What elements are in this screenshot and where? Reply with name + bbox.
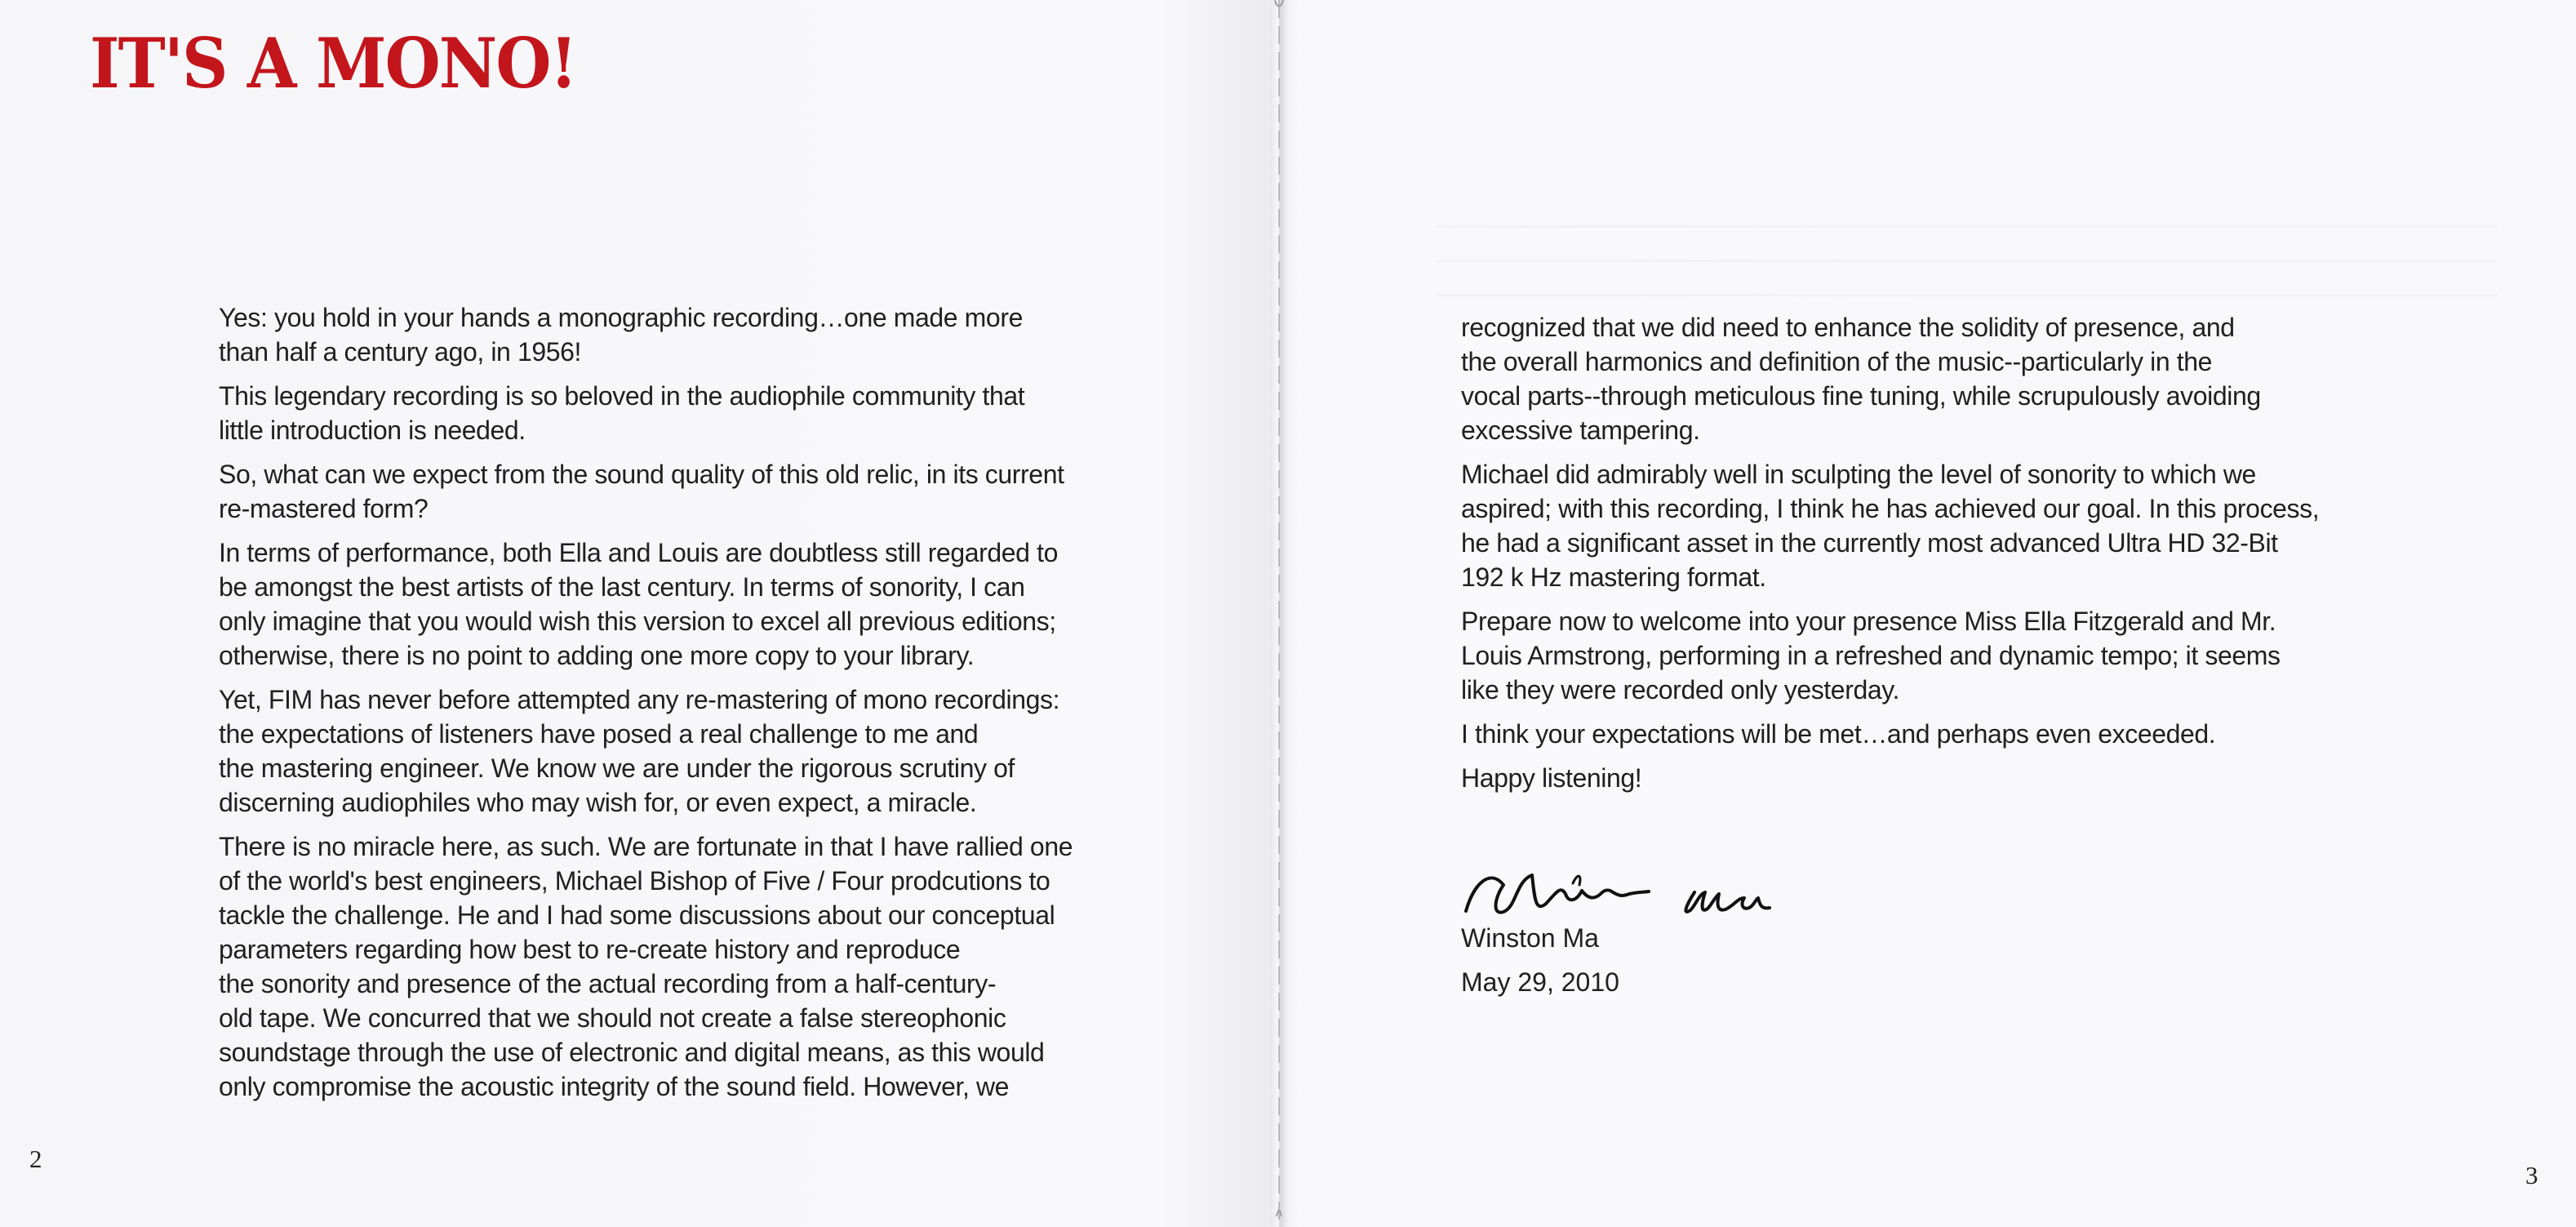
signature-date: May 29, 2010 <box>1461 967 1619 997</box>
text-line: only imagine that you would wish this version to excel all previous editions; <box>219 607 1056 636</box>
text-line: re-mastered form? <box>219 494 429 523</box>
text-line: So, what can we expect from the sound quality of this old relic, in its current <box>219 460 1064 489</box>
text-line: Yet, FIM has never before attempted any re-mastering of mono recordings: <box>219 685 1060 714</box>
right-page-text <box>1461 310 2400 805</box>
text-line: he had a significant asset in the currently most advanced Ultra HD 32-Bit <box>1461 528 2278 558</box>
text-line: There is no miracle here, as such. We are fortunate in that I have rallied one <box>219 832 1073 861</box>
left-paragraph-5 <box>219 682 1157 820</box>
text-line: This legendary recording is so beloved in the audiophile community that <box>219 381 1025 411</box>
text-line: 192 k Hz mastering format. <box>1461 562 1766 592</box>
left-page <box>0 0 1280 1227</box>
text-line: discerning audiophiles who may wish for, or even expect, a miracle. <box>219 788 977 817</box>
right-paragraph-1 <box>1461 310 2400 447</box>
text-line: Louis Armstrong, performing in a refreshed and dynamic tempo; it seems <box>1461 641 2281 670</box>
page-title: IT'S A MONO! <box>90 23 576 104</box>
right-paragraph-3 <box>1461 604 2400 707</box>
text-line: vocal parts--through meticulous fine tuning, while scrupulously avoiding <box>1461 381 2261 411</box>
page-number-left: 2 <box>29 1145 42 1173</box>
right-paragraph-4 <box>1461 717 2400 751</box>
text-line: be amongst the best artists of the last century. In terms of sonority, I can <box>219 572 1025 602</box>
text-line: of the world's best engineers, Michael Bishop of Five / Four prodcutions to <box>219 866 1050 896</box>
text-line: tackle the challenge. He and I had some discussions about our conceptual <box>219 900 1055 930</box>
text-line: old tape. We concurred that we should not create a false stereophonic <box>219 1003 1006 1033</box>
left-paragraph-2 <box>219 379 1157 447</box>
left-paragraph-6 <box>219 829 1157 1104</box>
text-line: Yes: you hold in your hands a monographic recording…one made more <box>219 303 1023 332</box>
text-line: the mastering engineer. We know we are under the rigorous scrutiny of <box>219 754 1015 783</box>
text-line: the sonority and presence of the actual recording from a half-century- <box>219 969 997 998</box>
text-line: I think your expectations will be met…and perhaps even exceeded. <box>1461 719 2216 749</box>
right-paragraph-2 <box>1461 457 2400 594</box>
text-line: Happy listening! <box>1461 763 1642 793</box>
left-paragraph-1 <box>219 300 1157 369</box>
text-line: excessive tampering. <box>1461 416 1700 445</box>
left-paragraph-3 <box>219 457 1157 526</box>
text-line: aspired; with this recording, I think he has achieved our goal. In this process, <box>1461 494 2320 523</box>
text-line: than half a century ago, in 1956! <box>219 337 582 367</box>
text-line: little introduction is needed. <box>219 416 526 445</box>
text-line: Prepare now to welcome into your presence Miss Ella Fitzgerald and Mr. <box>1461 607 2276 636</box>
text-line: otherwise, there is no point to adding one more copy to your library. <box>219 641 975 670</box>
signer-name: Winston Ma <box>1461 923 1599 953</box>
text-line: the expectations of listeners have posed a real challenge to me and <box>219 719 979 749</box>
right-paragraph-5 <box>1461 761 2400 795</box>
text-line: recognized that we did need to enhance the solidity of presence, and <box>1461 313 2235 342</box>
page-number-right: 3 <box>2525 1161 2538 1189</box>
text-line: only compromise the acoustic integrity of the sound field. However, we <box>219 1072 1010 1101</box>
text-line: parameters regarding how best to re-create history and reproduce <box>219 935 961 964</box>
left-page-text <box>219 300 1157 1114</box>
text-line: Michael did admirably well in sculpting the level of sonority to which we <box>1461 460 2256 489</box>
text-line: soundstage through the use of electronic and digital means, as this would <box>219 1038 1045 1067</box>
left-paragraph-4 <box>219 536 1157 673</box>
text-line: like they were recorded only yesterday. <box>1461 675 1899 705</box>
text-line: In terms of performance, both Ella and Louis are doubtless still regarded to <box>219 538 1058 567</box>
text-line: the overall harmonics and definition of the music--particularly in the <box>1461 347 2213 376</box>
